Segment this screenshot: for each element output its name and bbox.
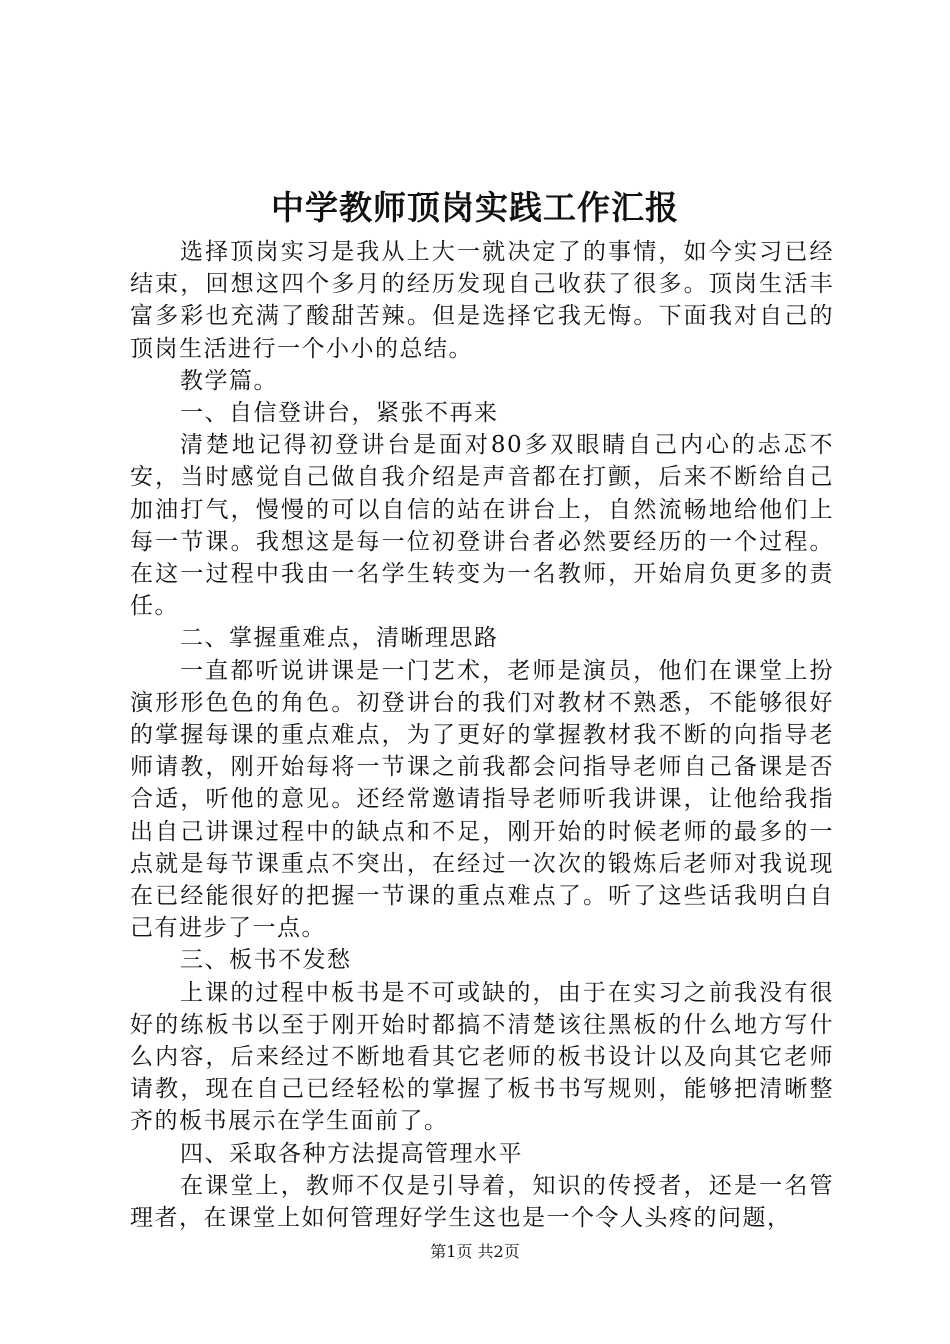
section-heading-1: 一、自信登讲台，紧张不再来 <box>180 400 499 427</box>
document-title: 中学教师顶岗实践工作汇报 <box>271 188 679 227</box>
section-heading-3: 三、板书不发愁 <box>180 947 352 974</box>
paragraph-section-1: 清楚地记得初登讲台是面对80多双眼睛自己内心的忐忑不安，当时感觉自己做自我介绍是声音都在打颤，后来不断给自己加油打气，慢慢的可以自信的站在讲台上，自然流畅地给他们上每一节课。我想这是每一位初登讲台者必然要经历的一个过程。在这一过程中我由一名学生转变为一名教师，开始肩负更多的责任。 <box>130 432 834 620</box>
page-number-footer: 第1页 共2页 <box>430 1242 520 1261</box>
paragraph-section-4: 在课堂上，教师不仅是引导着，知识的传授者，还是一名管理者，在课堂上如何管理好学生这也是一个令人头疼的问题， <box>130 1172 834 1232</box>
paragraph-teaching-heading: 教学篇。 <box>180 367 278 394</box>
paragraph-section-3: 上课的过程中板书是不可或缺的，由于在实习之前我没有很好的练板书以至于刚开始时都搞不清楚该往黑板的什么地方写什么内容，后来经过不断地看其它老师的板书设计以及向其它老师请教，现在自己已经轻松的掌握了板书书写规则，能够把清晰整齐的板书展示在学生面前了。 <box>130 979 834 1135</box>
section-heading-2: 二、掌握重难点，清晰理思路 <box>180 625 499 652</box>
paragraph-intro: 选择顶岗实习是我从上大一就决定了的事情，如今实习已经结束，回想这四个多月的经历发现自己收获了很多。顶岗生活丰富多彩也充满了酸甜苦辣。但是选择它我无悔。下面我对自己的顶岗生活进行一个小小的总结。 <box>130 239 834 362</box>
section-heading-4: 四、采取各种方法提高管理水平 <box>180 1140 523 1167</box>
document-body <box>130 236 834 1234</box>
paragraph-section-2: 一直都听说讲课是一门艺术，老师是演员，他们在课堂上扮演形形色色的角色。初登讲台的我们对教材不熟悉，不能够很好的掌握每课的重点难点，为了更好的掌握教材我不断的向指导老师请教，刚开始每将一节课之前我都会问指导老师自己备课是否合适，听他的意见。还经常邀请指导老师听我讲课，让他给我指出自己讲课过程中的缺点和不足，刚开始的时候老师的最多的一点就是每节课重点不突出，在经过一次次的锻炼后老师对我说现在已经能很好的把握一节课的重点难点了。听了这些话我明白自己有进步了一点。 <box>130 657 834 942</box>
